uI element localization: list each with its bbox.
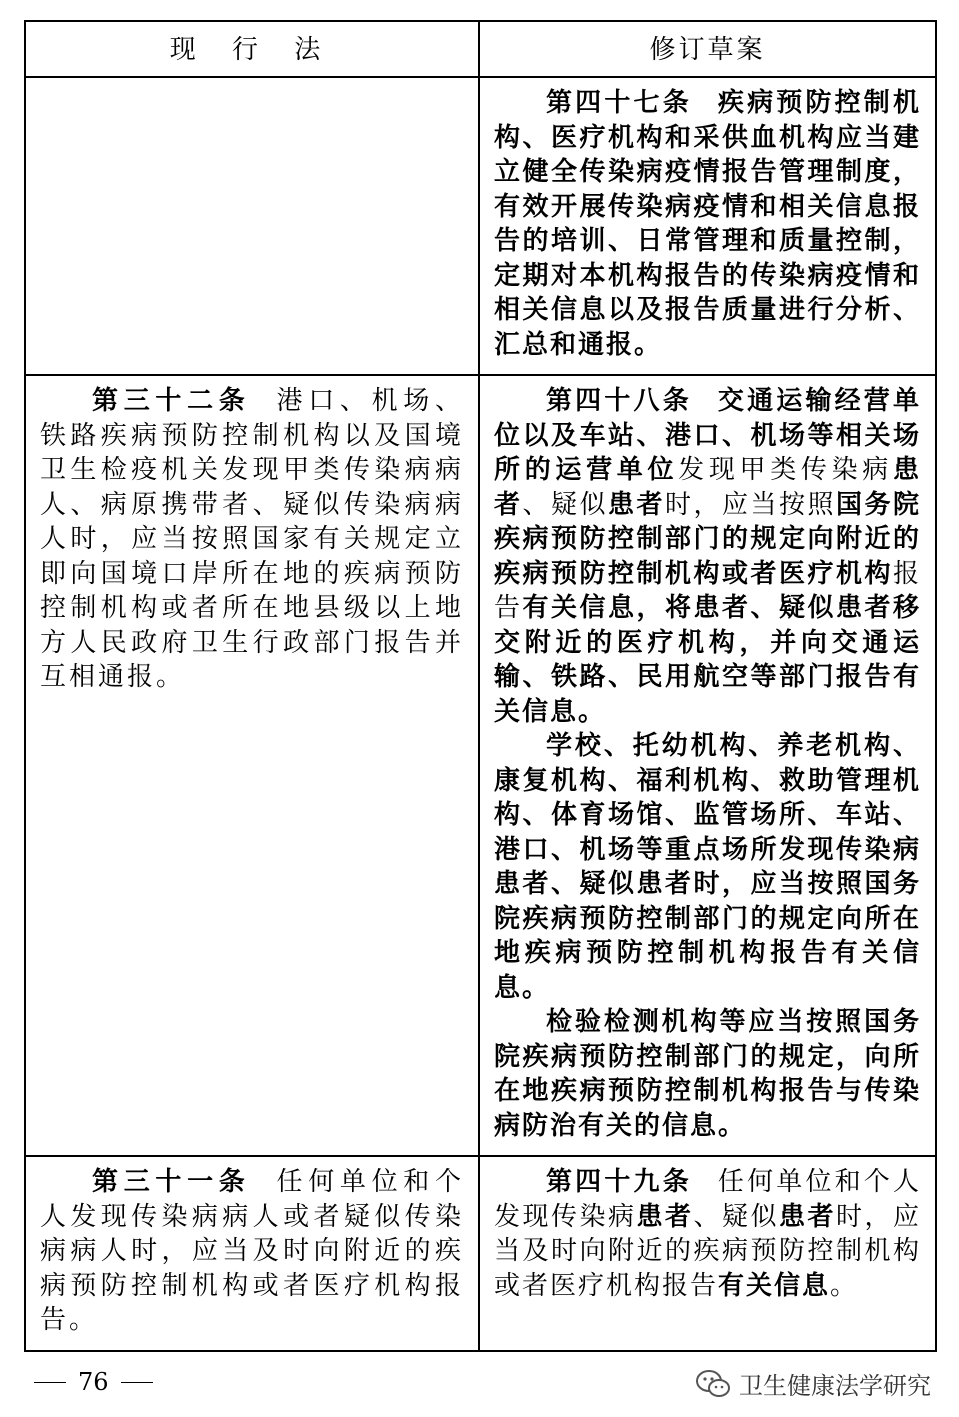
article-text: 任何单位和个人发现传染病病人或者疑似传染病病人时，应当及时向附近的疾病预防控制机构或者医疗机构报告。 bbox=[40, 1167, 464, 1335]
article-number: 第四十七条 bbox=[546, 88, 692, 118]
article-text: 患者 bbox=[494, 455, 921, 520]
table-header-row bbox=[25, 21, 936, 77]
article-text: 学校、托幼机构、养老机构、康复机构、福利机构、救助管理机构、体育场馆、监管场所、车站、港口、机场等重点场所发现传染病患者、疑似患者时，应当按照国务院疾病预防控制部门的规定向所在地疾病预防控制机构报告有关信息。 bbox=[494, 731, 921, 1003]
article-text: 时，应当及时向附近的疾病预防控制机构或者医疗机构报告 bbox=[494, 1201, 921, 1301]
article-paragraph bbox=[494, 86, 921, 362]
page-number-text: 76 bbox=[78, 1368, 109, 1396]
article-text: 国务院疾病预防控制部门的规定向附近的疾病预防控制机构或者医疗机构 bbox=[494, 489, 921, 589]
current-law-cell bbox=[25, 375, 479, 1156]
article-paragraph bbox=[494, 384, 921, 729]
article-text: 。 bbox=[830, 1270, 859, 1301]
brand-text: 卫生健康法学研究 bbox=[739, 1372, 931, 1400]
article-number: 第三十一条 bbox=[92, 1167, 251, 1197]
header-current-law: 现 行 法 bbox=[25, 21, 479, 77]
revised-draft-cell bbox=[479, 375, 936, 1156]
table-row bbox=[25, 375, 936, 1156]
page-number bbox=[34, 1368, 153, 1396]
article-text: 时，应当按照 bbox=[664, 489, 836, 520]
article-text: 患者 bbox=[607, 489, 665, 520]
article-text: 港口、机场、铁路疾病预防控制机构以及国境卫生检疫机关发现甲类传染病病人、病原携带者、疑似传染病病人时，应当按照国家有关规定立即向国境口岸所在地的疾病预防控制机构或者所在地县级以上地方人民政府卫生行政部门报告并互相通报。 bbox=[40, 386, 464, 692]
article-paragraph bbox=[40, 384, 464, 695]
article-paragraph bbox=[40, 1165, 464, 1338]
dash-left bbox=[34, 1382, 66, 1383]
article-text: 有关信息，将患者、疑似患者移交附近的医疗机构，并向交通运输、铁路、民用航空等部门报告有关信息。 bbox=[494, 593, 921, 727]
revised-draft-cell bbox=[479, 77, 936, 375]
current-law-cell bbox=[25, 1156, 479, 1351]
table-row bbox=[25, 77, 936, 375]
article-number: 第四十八条 bbox=[546, 386, 692, 416]
wechat-icon bbox=[695, 1369, 731, 1399]
article-text: 报告 bbox=[494, 558, 921, 623]
article-text: 疾病预防控制机构、医疗机构和采供血机构应当建立健全传染病疫情报告管理制度，有效开展传染病疫情和相关信息报告的培训、日常管理和质量控制，定期对本机构报告的传染病疫情和相关信息以及报告质量进行分析、汇总和通报。 bbox=[494, 88, 921, 360]
article-number: 第四十九条 bbox=[546, 1167, 692, 1197]
watermark-brand bbox=[695, 1366, 931, 1401]
table-body bbox=[25, 77, 936, 1351]
page-footer bbox=[24, 1366, 935, 1406]
article-text: 交通运输经营单位以及车站、港口、机场等相关场所的运营单位 bbox=[494, 386, 921, 485]
comparison-table bbox=[24, 20, 937, 1352]
article-paragraph bbox=[494, 1165, 921, 1303]
article-text: 患者 bbox=[778, 1201, 836, 1232]
article-text: 、疑似 bbox=[693, 1201, 779, 1232]
article-text: 、疑似 bbox=[522, 489, 608, 520]
article-text: 有关信息 bbox=[718, 1270, 831, 1301]
header-revised-draft: 修订草案 bbox=[479, 21, 936, 77]
article-paragraph bbox=[494, 729, 921, 1005]
revised-draft-cell bbox=[479, 1156, 936, 1351]
article-paragraph bbox=[494, 1005, 921, 1143]
article-text: 检验检测机构等应当按照国务院疾病预防控制部门的规定，向所在地疾病预防控制机构报告与传染病防治有关的信息。 bbox=[494, 1007, 921, 1141]
current-law-cell bbox=[25, 77, 479, 375]
article-text: 任何单位和个人发现传染病 bbox=[494, 1167, 921, 1232]
article-text: 患者 bbox=[636, 1201, 694, 1232]
table-row bbox=[25, 1156, 936, 1351]
article-number: 第三十二条 bbox=[92, 386, 251, 416]
article-text: 发现甲类传染病 bbox=[678, 455, 893, 485]
dash-right bbox=[121, 1382, 153, 1383]
